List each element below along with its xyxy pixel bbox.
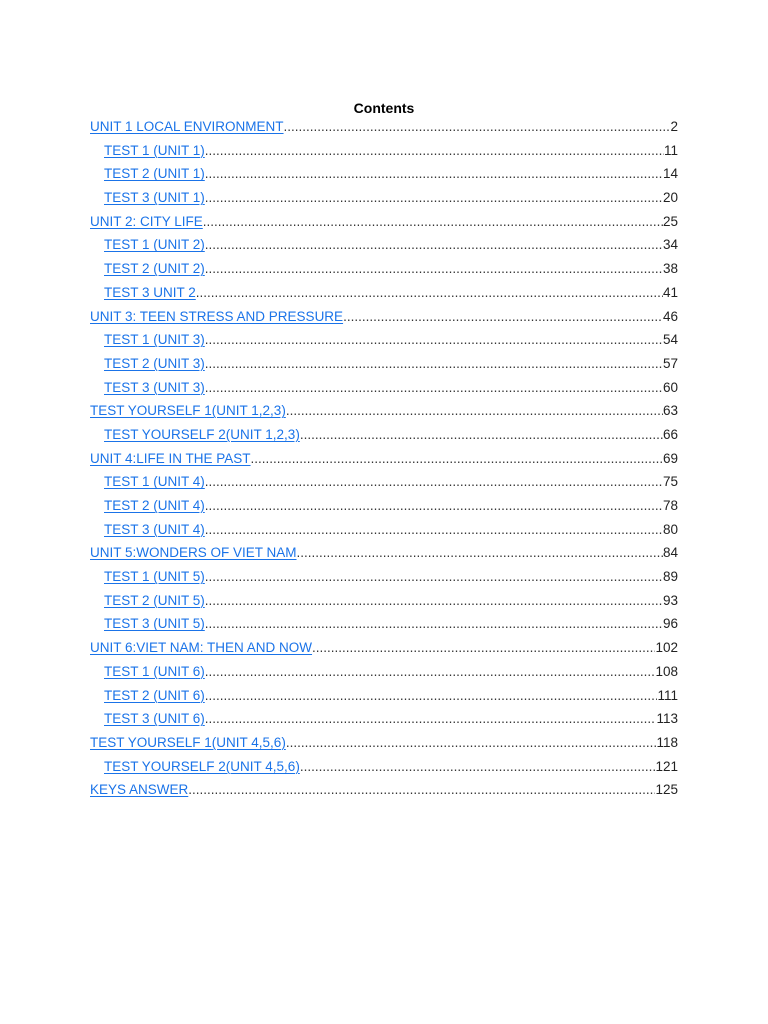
toc-page-number: 125	[655, 782, 678, 798]
toc-entry-link[interactable]: TEST 2 (UNIT 3)	[104, 355, 205, 371]
toc-dot-leader	[205, 235, 663, 255]
toc-dot-leader	[312, 638, 655, 658]
toc-dot-leader	[284, 117, 671, 137]
toc-entry-link[interactable]: TEST 1 (UNIT 3)	[104, 332, 205, 348]
toc-page-number: 25	[662, 213, 678, 229]
toc-entry	[90, 378, 678, 402]
toc-dot-leader	[205, 496, 663, 516]
toc-entry-link[interactable]: TEST 2 (UNIT 6)	[104, 687, 205, 703]
toc-entry	[90, 235, 678, 259]
toc-entry-link[interactable]: TEST 3 UNIT 2	[104, 284, 196, 300]
toc-dot-leader	[205, 686, 658, 706]
toc-dot-leader	[300, 425, 663, 445]
toc-entry-link[interactable]: TEST YOURSELF 2(UNIT 1,2,3)	[104, 426, 300, 442]
toc-dot-leader	[188, 780, 655, 800]
toc-entry	[90, 780, 678, 804]
toc-dot-leader	[205, 614, 663, 634]
toc-dot-leader	[205, 472, 663, 492]
toc-entry-link[interactable]: TEST YOURSELF 2(UNIT 4,5,6)	[104, 758, 300, 774]
toc-dot-leader	[205, 141, 664, 161]
toc-entry	[90, 283, 678, 307]
toc-page-number: 102	[655, 640, 678, 656]
toc-page-number: 38	[662, 261, 678, 277]
toc-entry	[90, 141, 678, 165]
toc-entry-link[interactable]: TEST 1 (UNIT 2)	[104, 237, 205, 253]
toc-entry-link[interactable]: TEST 3 (UNIT 3)	[104, 379, 205, 395]
toc-entry	[90, 401, 678, 425]
toc-entry-link[interactable]: TEST 1 (UNIT 4)	[104, 474, 205, 490]
toc-entry	[90, 449, 678, 473]
toc-entry	[90, 638, 678, 662]
toc-entry-link[interactable]: TEST 3 (UNIT 4)	[104, 521, 205, 537]
toc-entry-link[interactable]: TEST 1 (UNIT 5)	[104, 569, 205, 585]
toc-dot-leader	[205, 662, 656, 682]
toc-dot-leader	[300, 757, 656, 777]
toc-dot-leader	[205, 330, 663, 350]
toc-dot-leader	[205, 378, 663, 398]
toc-dot-leader	[205, 354, 663, 374]
toc-entry-link[interactable]: UNIT 1 LOCAL ENVIRONMENT	[90, 119, 284, 134]
toc-entry	[90, 543, 678, 567]
toc-entry-link[interactable]: TEST 2 (UNIT 5)	[104, 592, 205, 608]
toc-page-number: 78	[662, 498, 678, 513]
toc-page-number: 66	[662, 426, 678, 442]
toc-dot-leader	[286, 401, 663, 421]
toc-page-number: 108	[655, 663, 678, 679]
toc-entry	[90, 425, 678, 449]
toc-entry-link[interactable]: TEST YOURSELF 1(UNIT 4,5,6)	[90, 734, 286, 750]
toc-entry-link[interactable]: UNIT 5:WONDERS OF VIET NAM	[90, 545, 297, 561]
toc-page-number: 84	[662, 545, 678, 561]
toc-page-number: 113	[656, 711, 678, 727]
toc-entry	[90, 496, 678, 520]
toc-entry	[90, 212, 678, 236]
toc-entry	[90, 733, 678, 757]
toc-page-number: 14	[662, 166, 678, 182]
toc-entry-link[interactable]: KEYS ANSWER	[90, 782, 189, 798]
toc-page-number: 2	[670, 119, 678, 134]
toc-entry	[90, 164, 678, 188]
toc-entry-link[interactable]: TEST 1 (UNIT 6)	[104, 663, 205, 679]
toc-entry	[90, 686, 678, 710]
toc-entry	[90, 662, 678, 686]
toc-page-number: 69	[662, 450, 678, 466]
toc-entry	[90, 259, 678, 283]
toc-entry	[90, 567, 678, 591]
toc-page-number: 89	[662, 569, 678, 585]
toc-page-number: 63	[662, 403, 678, 419]
toc-entry-link[interactable]: TEST 2 (UNIT 2)	[104, 261, 205, 277]
toc-entry	[90, 472, 678, 496]
toc-entry-link[interactable]: UNIT 3: TEEN STRESS AND PRESSURE	[90, 308, 344, 324]
toc-dot-leader	[205, 520, 663, 540]
toc-page-number: 60	[662, 379, 678, 395]
toc-dot-leader	[203, 212, 663, 232]
toc-dot-leader	[205, 259, 663, 279]
toc-entry	[90, 188, 678, 212]
toc-entry	[90, 520, 678, 544]
toc-page-number: 54	[662, 332, 678, 348]
toc-entry-link[interactable]: TEST YOURSELF 1(UNIT 1,2,3)	[90, 403, 286, 419]
toc-dot-leader	[205, 164, 663, 184]
toc-entry-link[interactable]: UNIT 2: CITY LIFE	[90, 213, 203, 229]
toc-dot-leader	[205, 709, 657, 729]
toc-dot-leader	[286, 733, 657, 753]
toc-entry	[90, 117, 678, 141]
table-of-contents	[90, 117, 678, 804]
toc-page-number: 20	[662, 190, 678, 206]
toc-page-number: 11	[663, 142, 678, 158]
toc-page-number: 111	[657, 687, 678, 703]
toc-page-number: 93	[662, 592, 678, 608]
toc-page-number: 75	[662, 474, 678, 490]
toc-entry-link[interactable]: TEST 3 (UNIT 1)	[104, 190, 205, 206]
toc-dot-leader	[205, 188, 663, 208]
toc-page-number: 57	[662, 355, 678, 371]
toc-page-number: 34	[662, 237, 678, 253]
toc-entry-link[interactable]: TEST 1 (UNIT 1)	[104, 142, 205, 158]
toc-dot-leader	[251, 449, 663, 469]
toc-entry-link[interactable]: UNIT 4:LIFE IN THE PAST	[90, 450, 251, 466]
toc-entry-link[interactable]: TEST 2 (UNIT 1)	[104, 166, 205, 182]
toc-dot-leader	[343, 307, 663, 327]
toc-dot-leader	[297, 543, 663, 563]
toc-page-number: 80	[662, 521, 678, 537]
toc-entry	[90, 307, 678, 331]
toc-page-number: 121	[655, 758, 678, 774]
toc-entry-link[interactable]: TEST 3 (UNIT 5)	[104, 616, 205, 632]
toc-page-number: 96	[662, 616, 678, 632]
toc-entry	[90, 614, 678, 638]
toc-dot-leader	[196, 283, 663, 303]
toc-entry	[90, 709, 678, 733]
toc-dot-leader	[205, 567, 663, 587]
toc-dot-leader	[205, 591, 663, 611]
toc-entry	[90, 330, 678, 354]
toc-title: Contents	[353, 100, 415, 116]
toc-page-number: 46	[662, 308, 678, 324]
toc-entry-link[interactable]: TEST 2 (UNIT 4)	[104, 498, 205, 513]
toc-entry-link[interactable]: UNIT 6:VIET NAM: THEN AND NOW	[90, 640, 313, 656]
toc-entry	[90, 354, 678, 378]
toc-page-number: 41	[662, 284, 678, 300]
toc-entry	[90, 591, 678, 615]
toc-entry-link[interactable]: TEST 3 (UNIT 6)	[104, 711, 205, 727]
toc-entry	[90, 757, 678, 781]
toc-page-number: 118	[656, 734, 678, 750]
